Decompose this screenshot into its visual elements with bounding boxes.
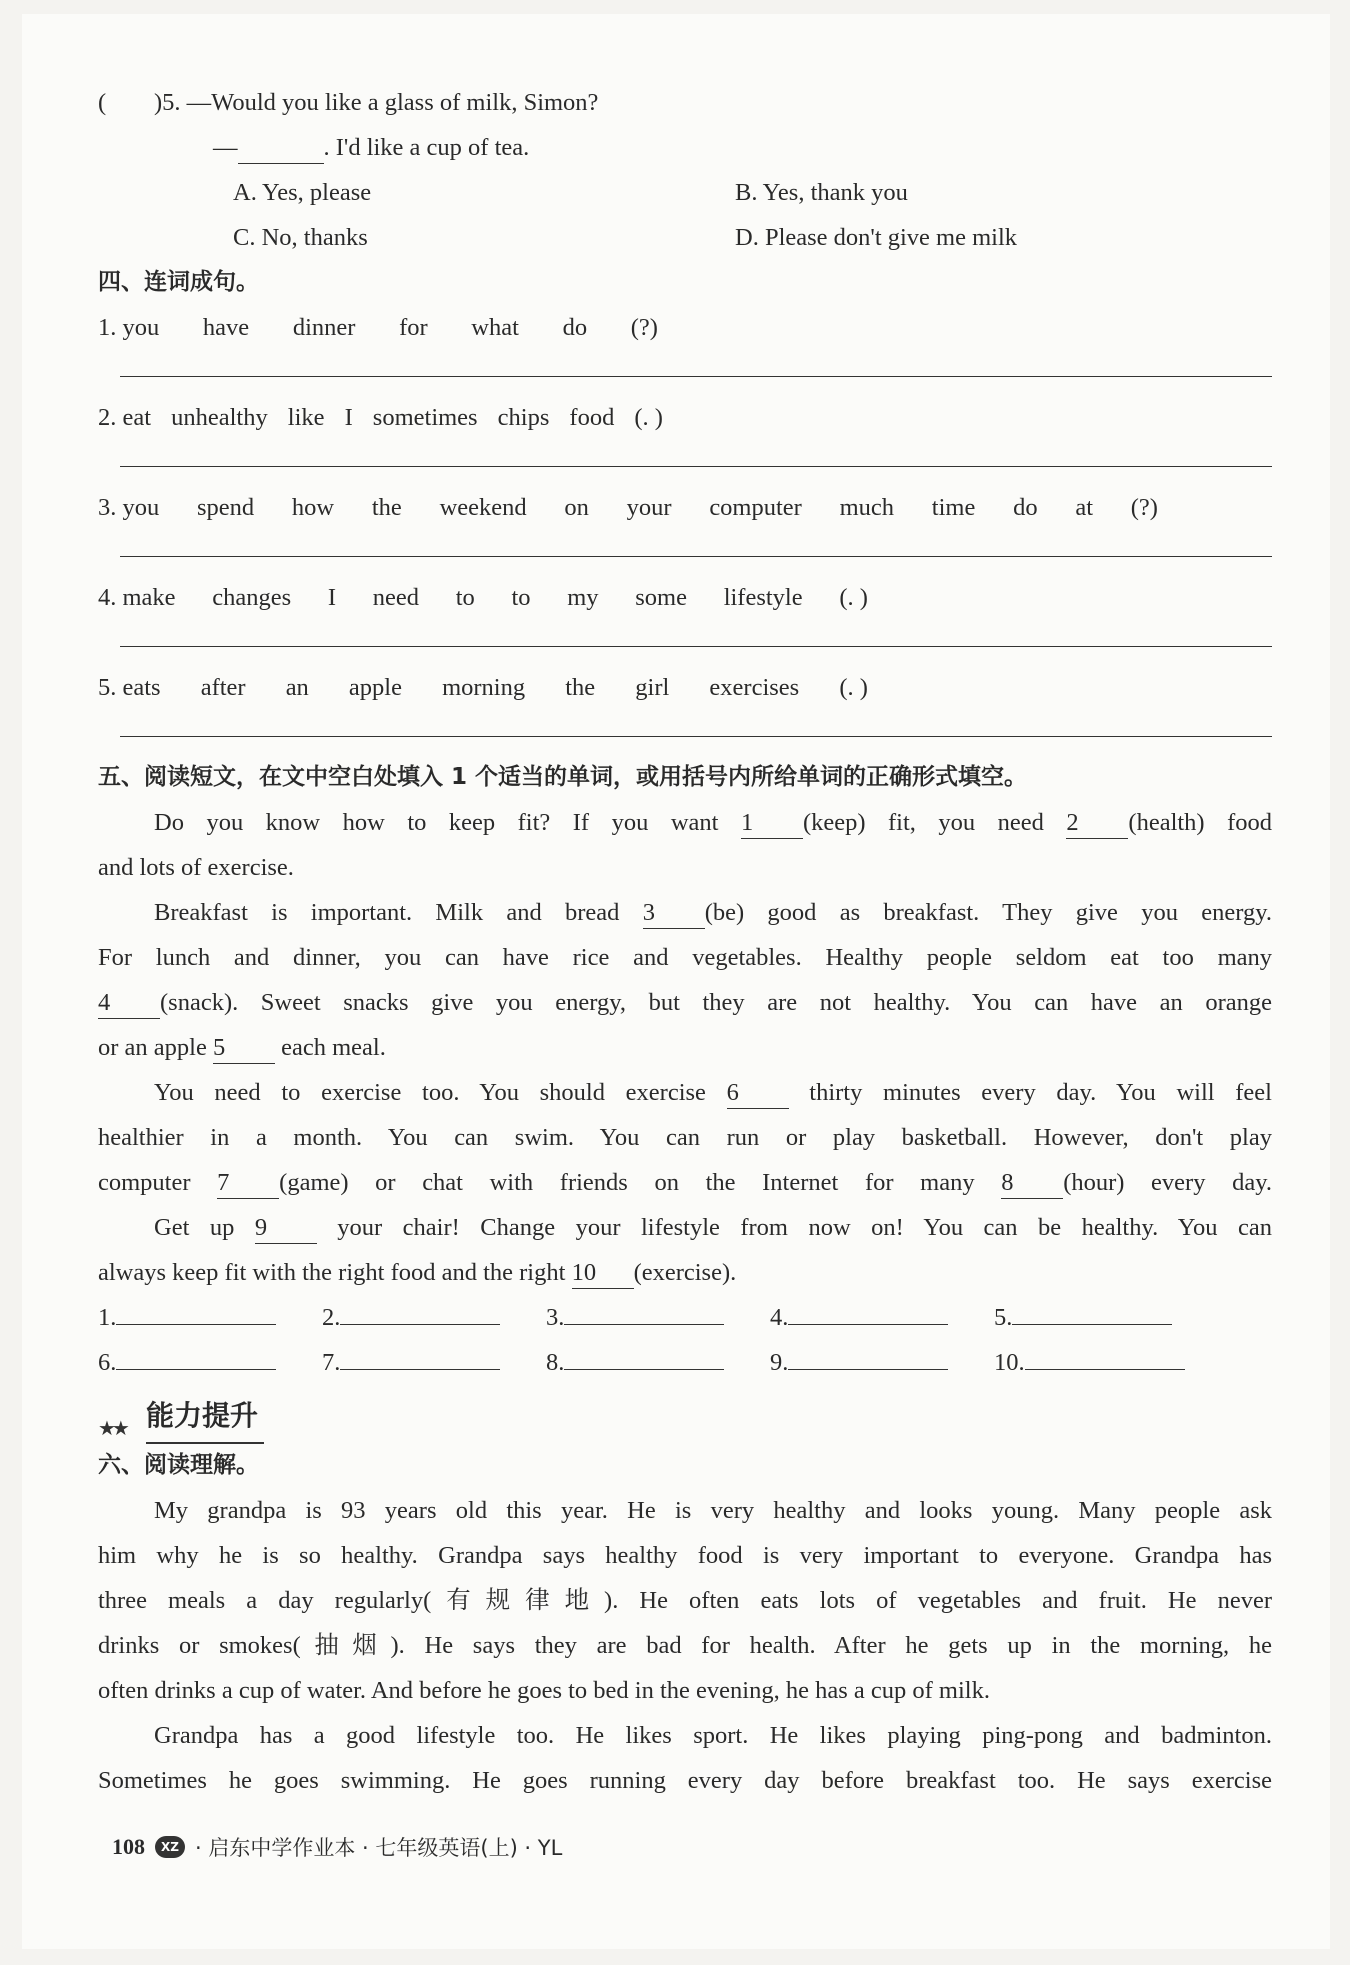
passage-line: Sometimes he goes swimming. He goes running every day before breakfast too. He says exercise <box>98 1767 1272 1794</box>
answer-line-3[interactable] <box>98 530 1272 575</box>
dash: — <box>213 134 238 161</box>
word: on <box>564 494 589 521</box>
word: morning <box>442 674 526 701</box>
word: chips <box>497 404 550 431</box>
answer-blank[interactable] <box>238 133 324 164</box>
word: 1. you <box>98 314 160 341</box>
answer-slot-1[interactable] <box>116 1296 276 1325</box>
word: my <box>567 584 599 611</box>
passage-line: often drinks a cup of water. And before he goes to bed in the evening, he has a cup of milk. <box>98 1677 990 1704</box>
publisher-logo-icon: XZ <box>155 1836 185 1858</box>
word: (. ) <box>634 404 663 431</box>
answer-label: 3. <box>546 1304 565 1331</box>
answer-slot-5[interactable] <box>1012 1296 1172 1325</box>
answer-slot-4[interactable] <box>788 1296 948 1325</box>
word: I <box>344 404 353 431</box>
passage-line: healthier in a month. You can swim. You can run or play basketball. However, don't play <box>98 1124 1272 1151</box>
blank-6[interactable]: 6 <box>727 1078 789 1109</box>
word: changes <box>212 584 292 611</box>
word: your <box>626 494 672 521</box>
option-c[interactable]: C. No, thanks <box>233 224 368 251</box>
word: the <box>371 494 402 521</box>
answer-line-1[interactable] <box>98 350 1272 395</box>
answer-line-2[interactable] <box>98 440 1272 485</box>
answer-paren: ( <box>98 89 107 116</box>
word: sometimes <box>372 404 478 431</box>
word: (. ) <box>839 584 868 611</box>
page-footer <box>112 1832 562 1862</box>
word: to <box>455 584 475 611</box>
sentence-2-words <box>98 395 663 440</box>
word: (. ) <box>839 674 868 701</box>
option-a[interactable]: A. Yes, please <box>233 179 372 206</box>
word: 2. eat <box>98 404 152 431</box>
sentence-3-words <box>98 485 1158 530</box>
section-6-heading: 六、阅读理解。 <box>98 1452 259 1478</box>
section-4-heading: 四、连词成句。 <box>98 269 259 295</box>
word: spend <box>197 494 255 521</box>
passage-line: computer 7 (game) or chat with friends on the Internet for many 8 (hour) every day. <box>98 1160 1272 1205</box>
blank-8[interactable]: 8 <box>1001 1168 1063 1199</box>
answer-label: 8. <box>546 1349 565 1376</box>
word: 3. you <box>98 494 160 521</box>
blank-3[interactable]: 3 <box>643 898 705 929</box>
blank-4[interactable]: 4 <box>98 988 160 1019</box>
answer-label: 10. <box>994 1349 1025 1376</box>
blank-5[interactable]: 5 <box>213 1033 275 1064</box>
answer-label: 1. <box>98 1304 117 1331</box>
options-row-2 <box>98 215 1272 260</box>
section-title: 能力提升 <box>146 1393 264 1444</box>
page-content <box>98 80 1272 1803</box>
passage-line: drinks or smokes(抽烟). He says they are bad for health. After he gets up in the morning, he <box>98 1632 1272 1659</box>
ability-section-header <box>98 1391 1272 1443</box>
word: after <box>200 674 246 701</box>
option-d[interactable]: D. Please don't give me milk <box>735 224 1018 251</box>
passage-line: Get up 9 your chair! Change your lifestyle from now on! You can be healthy. You can <box>98 1205 1272 1250</box>
word: computer <box>709 494 802 521</box>
answer-label: 6. <box>98 1349 117 1376</box>
passage-line: always keep fit with the right food and the right 10 (exercise). <box>98 1250 1272 1295</box>
word: exercises <box>709 674 800 701</box>
blank-2[interactable]: 2 <box>1066 808 1128 839</box>
passage-line: or an apple 5 each meal. <box>98 1025 1272 1070</box>
sentence-4-words <box>98 575 868 620</box>
answer-label: 9. <box>770 1349 789 1376</box>
question-5 <box>98 80 1272 125</box>
question-text: )5. —Would you like a glass of milk, Simon? <box>154 89 599 116</box>
word: to <box>511 584 531 611</box>
word: dinner <box>292 314 356 341</box>
word: the <box>565 674 596 701</box>
answer-slot-3[interactable] <box>564 1296 724 1325</box>
word: an <box>285 674 309 701</box>
word: how <box>291 494 335 521</box>
word: girl <box>635 674 670 701</box>
word: time <box>931 494 976 521</box>
passage-line: three meals a day regularly(有规律地). He often eats lots of vegetables and fruit. He never <box>98 1587 1272 1614</box>
passage-line: and lots of exercise. <box>98 854 294 881</box>
footer-text: · 启东中学作业本 · 七年级英语(上) · YL <box>195 1836 563 1860</box>
passage-line: For lunch and dinner, you can have rice and vegetables. Healthy people seldom eat too many <box>98 944 1272 971</box>
sentence-1-words <box>98 305 658 350</box>
passage-line: Do you know how to keep fit? If you want 1 (keep) fit, you need 2 (health) food <box>98 800 1272 845</box>
word: (?) <box>630 314 658 341</box>
response-text: . I'd like a cup of tea. <box>323 134 530 161</box>
word: at <box>1075 494 1094 521</box>
word: weekend <box>439 494 527 521</box>
blank-1[interactable]: 1 <box>741 808 803 839</box>
word: (?) <box>1130 494 1158 521</box>
blank-9[interactable]: 9 <box>255 1213 317 1244</box>
word: 4. make <box>98 584 176 611</box>
answer-slot-7[interactable] <box>340 1341 500 1370</box>
word: apple <box>348 674 402 701</box>
answer-label: 2. <box>322 1304 341 1331</box>
answer-grid-row-2 <box>98 1340 1272 1385</box>
blank-7[interactable]: 7 <box>217 1168 279 1199</box>
passage-line: You need to exercise too. You should exercise 6 thirty minutes every day. You will feel <box>98 1070 1272 1115</box>
word: food <box>569 404 615 431</box>
word: I <box>327 584 337 611</box>
word: lifestyle <box>723 584 803 611</box>
passage-line: him why he is so healthy. Grandpa says healthy food is very important to everyone. Grandpa has <box>98 1542 1272 1569</box>
section-5-heading: 五、阅读短文，在文中空白处填入 1 个适当的单词，或用括号内所给单词的正确形式填空。 <box>98 764 1028 790</box>
answer-grid-row-1 <box>98 1295 1272 1340</box>
word: need <box>372 584 420 611</box>
word: have <box>202 314 250 341</box>
word: do <box>562 314 588 341</box>
word: for <box>399 314 428 341</box>
answer-slot-2[interactable] <box>340 1296 500 1325</box>
blank-10[interactable]: 10 <box>572 1258 634 1289</box>
word: unhealthy <box>171 404 268 431</box>
answer-label: 5. <box>994 1304 1013 1331</box>
page-number: 108 <box>112 1834 145 1859</box>
reading-passage <box>98 1488 1272 1803</box>
answer-label: 7. <box>322 1349 341 1376</box>
sentence-5-words <box>98 665 868 710</box>
passage-line: Breakfast is important. Milk and bread 3 (be) good as breakfast. They give you energy. <box>98 890 1272 935</box>
options-row-1 <box>98 170 1272 215</box>
word: like <box>287 404 325 431</box>
word: what <box>471 314 519 341</box>
answer-slot-6[interactable] <box>116 1341 276 1370</box>
stars-icon: ★★ <box>98 1418 126 1440</box>
answer-line-5[interactable] <box>98 710 1272 755</box>
answer-line-4[interactable] <box>98 620 1272 665</box>
answer-slot-10[interactable] <box>1025 1341 1185 1370</box>
answer-slot-9[interactable] <box>788 1341 948 1370</box>
option-b[interactable]: B. Yes, thank you <box>735 179 908 206</box>
word: do <box>1013 494 1038 521</box>
passage-line: My grandpa is 93 years old this year. He is very healthy and looks young. Many people ask <box>154 1497 1272 1524</box>
word: some <box>635 584 687 611</box>
word: 5. eats <box>98 674 161 701</box>
passage-line: 4 (snack). Sweet snacks give you energy, but they are not healthy. You can have an orange <box>98 980 1272 1025</box>
answer-label: 4. <box>770 1304 789 1331</box>
cloze-passage <box>98 800 1272 1295</box>
passage-line: Grandpa has a good lifestyle too. He likes sport. He likes playing ping-pong and badminton. <box>154 1722 1272 1749</box>
question-5-response <box>98 125 1272 170</box>
word: much <box>839 494 895 521</box>
answer-slot-8[interactable] <box>564 1341 724 1370</box>
